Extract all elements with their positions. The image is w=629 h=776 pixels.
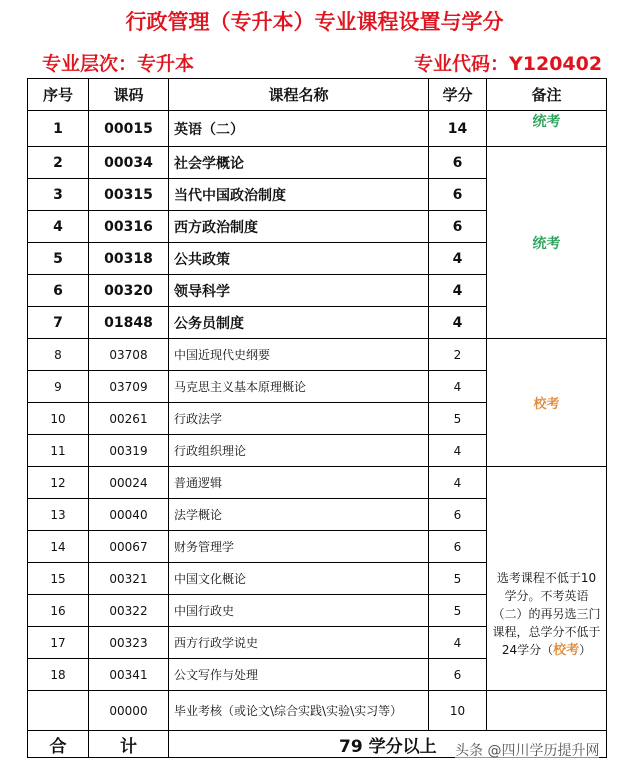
table-row xyxy=(28,147,607,179)
cell-code: 00318 xyxy=(89,243,169,275)
cell-no: 13 xyxy=(28,499,89,531)
remark-unified xyxy=(487,147,607,339)
cell-no: 6 xyxy=(28,275,89,307)
major-level: 专业层次：专升本 xyxy=(42,53,195,75)
note-tag: 校考 xyxy=(553,643,580,658)
cell-code: 00319 xyxy=(89,435,169,467)
cell-code: 00067 xyxy=(89,531,169,563)
cell-code: 00322 xyxy=(89,595,169,627)
cell-no: 15 xyxy=(28,563,89,595)
cell-code: 00000 xyxy=(89,691,169,731)
watermark: 头条 @四川学历提升网 xyxy=(455,740,599,760)
cell-credit: 6 xyxy=(429,211,487,243)
total-value-text: 79 学分以上 xyxy=(339,736,437,757)
table-row xyxy=(28,111,607,147)
cell-code: 00034 xyxy=(89,147,169,179)
cell-credit: 5 xyxy=(429,403,487,435)
cell-credit: 14 xyxy=(429,111,487,147)
remark-unified-1 xyxy=(487,111,607,147)
note-end: ） xyxy=(579,643,592,657)
header-remark: 备注 xyxy=(487,79,607,111)
cell-credit: 4 xyxy=(429,275,487,307)
table-row xyxy=(28,691,607,731)
cell-code: 00321 xyxy=(89,563,169,595)
cell-name: 英语（二） xyxy=(169,111,429,147)
cell-credit: 5 xyxy=(429,563,487,595)
cell-no: 14 xyxy=(28,531,89,563)
cell-code: 03709 xyxy=(89,371,169,403)
remark-elective-note xyxy=(487,467,607,691)
cell-no: 10 xyxy=(28,403,89,435)
cell-credit: 10 xyxy=(429,691,487,731)
cell-name: 公务员制度 xyxy=(169,307,429,339)
cell-credit: 4 xyxy=(429,467,487,499)
remark-text: 统考 xyxy=(532,235,561,252)
cell-name: 当代中国政治制度 xyxy=(169,179,429,211)
cell-no: 8 xyxy=(28,339,89,371)
cell-name: 法学概论 xyxy=(169,499,429,531)
cell-no: 11 xyxy=(28,435,89,467)
cell-code: 00323 xyxy=(89,627,169,659)
cell-credit: 4 xyxy=(429,435,487,467)
cell-name: 行政组织理论 xyxy=(169,435,429,467)
cell-credit: 4 xyxy=(429,307,487,339)
cell-no: 1 xyxy=(28,111,89,147)
cell-code: 00320 xyxy=(89,275,169,307)
cell-code: 00015 xyxy=(89,111,169,147)
cell-no: 7 xyxy=(28,307,89,339)
cell-code: 00040 xyxy=(89,499,169,531)
cell-no: 5 xyxy=(28,243,89,275)
cell-credit: 6 xyxy=(429,179,487,211)
cell-credit: 4 xyxy=(429,371,487,403)
cell-credit: 6 xyxy=(429,147,487,179)
cell-credit: 4 xyxy=(429,243,487,275)
cell-name: 领导科学 xyxy=(169,275,429,307)
cell-code: 00341 xyxy=(89,659,169,691)
cell-credit: 6 xyxy=(429,531,487,563)
cell-no: 9 xyxy=(28,371,89,403)
cell-no: 18 xyxy=(28,659,89,691)
cell-no: 2 xyxy=(28,147,89,179)
cell-credit: 2 xyxy=(429,339,487,371)
cell-no: 12 xyxy=(28,467,89,499)
cell-code: 03708 xyxy=(89,339,169,371)
cell-credit: 5 xyxy=(429,595,487,627)
cell-code: 01848 xyxy=(89,307,169,339)
remark-text: 校考 xyxy=(533,397,560,412)
header-code: 课码 xyxy=(89,79,169,111)
header-no: 序号 xyxy=(28,79,89,111)
cell-code: 00316 xyxy=(89,211,169,243)
remark-empty xyxy=(487,691,607,731)
cell-name: 财务管理学 xyxy=(169,531,429,563)
cell-name: 中国行政史 xyxy=(169,595,429,627)
cell-name: 西方政治制度 xyxy=(169,211,429,243)
total-label-b: 计 xyxy=(89,731,169,758)
cell-no: 17 xyxy=(28,627,89,659)
page-title: 行政管理（专升本）专业课程设置与学分 xyxy=(125,10,504,34)
remark-text: 统考 xyxy=(532,114,561,130)
cell-no: 4 xyxy=(28,211,89,243)
cell-name: 行政法学 xyxy=(169,403,429,435)
table-row xyxy=(28,467,607,499)
cell-name: 公共政策 xyxy=(169,243,429,275)
note-text: 选考课程不低于10学分。不考英语（二）的再另选三门课程，总学分不低于24学分（ xyxy=(492,571,601,657)
total-label-a: 合 xyxy=(28,731,89,758)
course-table xyxy=(27,78,607,758)
cell-name: 公文写作与处理 xyxy=(169,659,429,691)
cell-no xyxy=(28,691,89,731)
cell-code: 00024 xyxy=(89,467,169,499)
header-name: 课程名称 xyxy=(169,79,429,111)
cell-no: 16 xyxy=(28,595,89,627)
cell-name: 西方行政学说史 xyxy=(169,627,429,659)
cell-credit: 6 xyxy=(429,659,487,691)
cell-code: 00261 xyxy=(89,403,169,435)
cell-credit: 4 xyxy=(429,627,487,659)
cell-name: 普通逻辑 xyxy=(169,467,429,499)
header-row xyxy=(28,79,607,111)
cell-no: 3 xyxy=(28,179,89,211)
cell-name: 马克思主义基本原理概论 xyxy=(169,371,429,403)
cell-name: 社会学概论 xyxy=(169,147,429,179)
cell-credit: 6 xyxy=(429,499,487,531)
table-row xyxy=(28,339,607,371)
major-code: 专业代码：Y120402 xyxy=(414,53,603,75)
cell-name: 毕业考核（或论文\综合实践\实验\实习等） xyxy=(169,691,429,731)
cell-name: 中国文化概论 xyxy=(169,563,429,595)
cell-name: 中国近现代史纲要 xyxy=(169,339,429,371)
header-credit: 学分 xyxy=(429,79,487,111)
remark-school xyxy=(487,339,607,467)
cell-code: 00315 xyxy=(89,179,169,211)
